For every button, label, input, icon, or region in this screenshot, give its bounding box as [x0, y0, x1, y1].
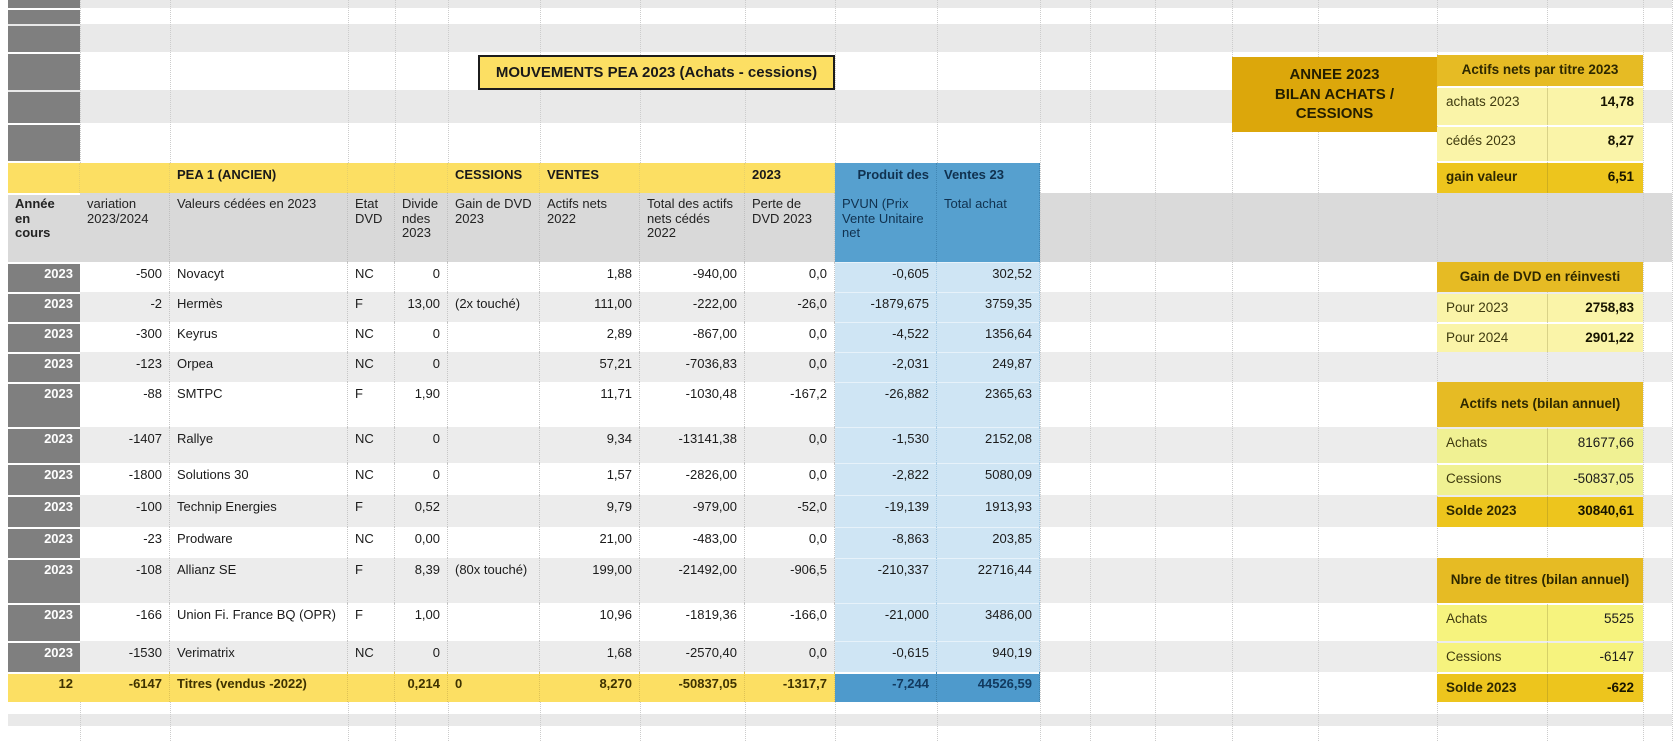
cell-valeur[interactable]: Novacyt [170, 262, 348, 292]
cell-annee[interactable]: 2023 [8, 427, 80, 463]
actifs-par-titre-title[interactable]: Actifs nets par titre 2023 [1437, 55, 1643, 86]
cell-perte[interactable]: 0,0 [745, 352, 835, 382]
cell-variation[interactable]: -500 [80, 262, 170, 292]
column-header-row [8, 193, 1040, 262]
gridline-v [1643, 0, 1644, 741]
cell-total_achat[interactable]: 3759,35 [937, 292, 1040, 322]
cell-band-2023[interactable]: 2023 [745, 163, 835, 193]
cell-actifs[interactable]: 2,89 [540, 322, 640, 352]
cell-actifs[interactable]: 21,00 [540, 527, 640, 558]
cell-gain[interactable] [448, 262, 540, 292]
cell-annee[interactable]: 2023 [8, 603, 80, 641]
data-row [8, 558, 1040, 603]
cell-gain[interactable]: (2x touché) [448, 292, 540, 322]
cell-pvun[interactable]: -19,139 [835, 495, 937, 527]
gain-valeur-row[interactable] [1437, 163, 1643, 193]
cell-pvun[interactable]: -0,615 [835, 641, 937, 672]
row-label: achats 2023 [1446, 94, 1520, 109]
cell-gain[interactable] [448, 641, 540, 672]
cell-valeur[interactable]: Technip Energies [170, 495, 348, 527]
cell-etat[interactable]: NC [348, 352, 395, 382]
cell-total_achat[interactable]: 940,19 [937, 641, 1040, 672]
cell-total_achat[interactable]: 2365,63 [937, 382, 1040, 427]
cell-actifs[interactable]: 199,00 [540, 558, 640, 603]
header-perte-dvd[interactable]: Perte de DVD 2023 [745, 193, 835, 262]
cell-actifs[interactable]: 1,68 [540, 641, 640, 672]
cell-band-pea[interactable]: PEA 1 (ANCIEN) [170, 163, 348, 193]
cell-actifs[interactable]: 111,00 [540, 292, 640, 322]
annee-box-line: BILAN ACHATS / [1274, 85, 1395, 103]
cell-gain[interactable] [448, 352, 540, 382]
cell-total_cedes[interactable]: -13141,38 [640, 427, 745, 463]
row-value: -622 [1547, 674, 1643, 702]
row-value: 5525 [1547, 605, 1643, 641]
row-value: 2758,83 [1547, 294, 1643, 322]
cell-perte[interactable]: -167,2 [745, 382, 835, 427]
actifs-bilan-title[interactable]: Actifs nets (bilan annuel) [1437, 382, 1643, 427]
cell-dividendes[interactable]: 0,52 [395, 495, 448, 527]
header-total-actifs[interactable]: Total des actifs nets cédés 2022 [640, 193, 745, 262]
cell-etat[interactable]: F [348, 292, 395, 322]
header-actifs-nets[interactable]: Actifs nets 2022 [540, 193, 640, 262]
row-header-cell[interactable] [8, 125, 80, 161]
cell-variation[interactable]: -23 [80, 527, 170, 558]
row-stripe [8, 24, 1672, 52]
nbre-titres-title[interactable]: Nbre de titres (bilan annuel) [1437, 558, 1643, 603]
gridline-v [1040, 0, 1041, 741]
cell-valeur[interactable]: Solutions 30 [170, 463, 348, 495]
cell-dividendes[interactable]: 1,00 [395, 603, 448, 641]
cell-total_cedes[interactable]: -50837,05 [640, 672, 745, 702]
cell-dividendes[interactable]: 1,90 [395, 382, 448, 427]
cell-gain[interactable] [448, 382, 540, 427]
cell-total_cedes[interactable]: -1030,48 [640, 382, 745, 427]
sheet-title-box[interactable] [478, 55, 835, 90]
header-gain-dvd[interactable]: Gain de DVD 2023 [448, 193, 540, 262]
cell-actifs[interactable]: 10,96 [540, 603, 640, 641]
main-table-body [8, 262, 1040, 702]
row-value: 81677,66 [1547, 429, 1643, 463]
cell-variation[interactable]: -1800 [80, 463, 170, 495]
cell-total_cedes[interactable]: -222,00 [640, 292, 745, 322]
cell-total_cedes[interactable]: -867,00 [640, 322, 745, 352]
actifs-bilan-row[interactable] [1437, 429, 1643, 463]
cell-gain[interactable] [448, 495, 540, 527]
gain-dvd-row[interactable] [1437, 324, 1643, 352]
cell-dividendes[interactable]: 0 [395, 322, 448, 352]
cell-valeur[interactable]: Orpea [170, 352, 348, 382]
cell-valeur[interactable]: Keyrus [170, 322, 348, 352]
row-stripe [8, 0, 1672, 8]
cell-perte[interactable]: -52,0 [745, 495, 835, 527]
solde-2023-row[interactable] [1437, 674, 1643, 702]
cell-total_achat[interactable]: 3486,00 [937, 603, 1040, 641]
cell-perte[interactable]: 0,0 [745, 322, 835, 352]
cell-valeur[interactable]: Titres (vendus -2022) [170, 672, 348, 702]
cell-etat[interactable]: F [348, 382, 395, 427]
row-value: 8,27 [1547, 127, 1643, 161]
header-dividendes[interactable]: Dividendes 2023 [395, 193, 448, 262]
cell-valeur[interactable]: SMTPC [170, 382, 348, 427]
cell-pvun[interactable]: -0,605 [835, 262, 937, 292]
cell-perte[interactable]: -26,0 [745, 292, 835, 322]
cell-annee[interactable]: 12 [8, 672, 80, 702]
cell-pvun[interactable]: -8,863 [835, 527, 937, 558]
cell-etat[interactable]: NC [348, 527, 395, 558]
annee-box-line: ANNEE 2023 [1289, 66, 1380, 84]
cell-variation[interactable]: -6147 [80, 672, 170, 702]
cell-gain[interactable] [448, 603, 540, 641]
cell-annee[interactable]: 2023 [8, 641, 80, 672]
cell-total_cedes[interactable]: -940,00 [640, 262, 745, 292]
data-row [8, 463, 1040, 495]
cell-pvun[interactable]: -21,000 [835, 603, 937, 641]
cell-actifs[interactable]: 1,88 [540, 262, 640, 292]
cell-perte[interactable]: 0,0 [745, 527, 835, 558]
cell-variation[interactable]: -88 [80, 382, 170, 427]
cell-total_achat[interactable]: 1356,64 [937, 322, 1040, 352]
cell-valeur[interactable]: Union Fi. France BQ (OPR) [170, 603, 348, 641]
solde-2023-row[interactable] [1437, 497, 1643, 527]
data-row [8, 322, 1040, 352]
cell-annee[interactable]: 2023 [8, 463, 80, 495]
cell-gain[interactable] [448, 463, 540, 495]
cell-total_achat[interactable]: 2152,08 [937, 427, 1040, 463]
cell-etat[interactable]: NC [348, 427, 395, 463]
cell-variation[interactable]: -1407 [80, 427, 170, 463]
cell-valeur[interactable]: Allianz SE [170, 558, 348, 603]
cell-annee[interactable]: 2023 [8, 352, 80, 382]
cell-etat[interactable]: NC [348, 322, 395, 352]
cell-pvun[interactable]: -210,337 [835, 558, 937, 603]
cell-etat[interactable]: F [348, 603, 395, 641]
cell-variation[interactable]: -1530 [80, 641, 170, 672]
band-row [8, 163, 1040, 193]
cell-pvun[interactable]: -2,822 [835, 463, 937, 495]
actifs-par-titre-row[interactable] [1437, 127, 1643, 161]
cell-variation[interactable]: -108 [80, 558, 170, 603]
cell-total_achat[interactable]: 203,85 [937, 527, 1040, 558]
cell-etat[interactable]: F [348, 495, 395, 527]
cell-band-produit[interactable]: Produit des [835, 163, 937, 193]
annee-box-line: CESSIONS [1295, 105, 1374, 123]
cell-total_cedes[interactable]: -2570,40 [640, 641, 745, 672]
header-annee[interactable]: Année en cours [8, 193, 80, 262]
cell-dividendes[interactable]: 0,00 [395, 527, 448, 558]
cell-valeur[interactable]: Prodware [170, 527, 348, 558]
row-stripe [8, 714, 1672, 726]
cell-band-b[interactable] [80, 163, 170, 193]
data-row [8, 527, 1040, 558]
row-header-cell[interactable] [8, 0, 80, 8]
cell-pvun[interactable]: -26,882 [835, 382, 937, 427]
cell-dividendes[interactable]: 0 [395, 463, 448, 495]
row-header-cell[interactable] [8, 92, 80, 123]
header-variation[interactable]: variation 2023/2024 [80, 193, 170, 262]
gridline-v [1672, 0, 1673, 741]
data-row [8, 262, 1040, 292]
gain-dvd-row[interactable] [1437, 294, 1643, 322]
cell-gain[interactable] [448, 527, 540, 558]
row-label: Achats [1446, 611, 1488, 626]
cell-gain[interactable] [448, 322, 540, 352]
cell-actifs[interactable]: 9,34 [540, 427, 640, 463]
header-valeurs[interactable]: Valeurs cédées en 2023 [170, 193, 348, 262]
cell-perte[interactable]: 0,0 [745, 262, 835, 292]
cell-dividendes[interactable]: 0 [395, 641, 448, 672]
cell-pvun[interactable]: -1,530 [835, 427, 937, 463]
cell-total_cedes[interactable]: -1819,36 [640, 603, 745, 641]
header-pvun[interactable]: PVUN (Prix Vente Unitaire net [835, 193, 937, 262]
cell-pvun[interactable]: -4,522 [835, 322, 937, 352]
data-row [8, 603, 1040, 641]
cell-total_cedes[interactable]: -2826,00 [640, 463, 745, 495]
cell-variation[interactable]: -166 [80, 603, 170, 641]
cell-band-ventes[interactable]: VENTES [540, 163, 640, 193]
header-etat[interactable]: Etat DVD [348, 193, 395, 262]
cell-etat[interactable]: NC [348, 641, 395, 672]
cell-pvun[interactable]: -2,031 [835, 352, 937, 382]
cell-variation[interactable]: -123 [80, 352, 170, 382]
cell-total_achat[interactable]: 1913,93 [937, 495, 1040, 527]
cell-actifs[interactable]: 11,71 [540, 382, 640, 427]
actifs-bilan-row[interactable] [1437, 465, 1643, 495]
row-value: 2901,22 [1547, 324, 1643, 352]
data-row [8, 495, 1040, 527]
row-value: 14,78 [1547, 88, 1643, 125]
row-value: -50837,05 [1547, 465, 1643, 495]
row-label: Achats [1446, 435, 1488, 450]
cell-band-ventes23[interactable]: Ventes 23 [937, 163, 1040, 193]
cell-etat[interactable]: NC [348, 463, 395, 495]
row-label: Pour 2023 [1446, 300, 1509, 315]
cell-total_achat[interactable]: 249,87 [937, 352, 1040, 382]
cell-dividendes[interactable]: 0 [395, 427, 448, 463]
row-value: -6147 [1547, 643, 1643, 672]
row-label: Solde 2023 [1446, 680, 1517, 695]
cell-total_cedes[interactable]: -7036,83 [640, 352, 745, 382]
row-header-cell[interactable] [8, 10, 80, 24]
row-label: Pour 2024 [1446, 330, 1509, 345]
cell-band-cessions[interactable]: CESSIONS [448, 163, 540, 193]
sheet-title: MOUVEMENTS PEA 2023 (Achats - cessions) [495, 64, 818, 81]
cell-dividendes[interactable]: 0 [395, 352, 448, 382]
cell-band-h[interactable] [640, 163, 745, 193]
total-row [8, 672, 1040, 702]
cell-annee[interactable]: 2023 [8, 322, 80, 352]
cell-total_achat[interactable]: 302,52 [937, 262, 1040, 292]
data-row [8, 352, 1040, 382]
gridline-v [1090, 0, 1091, 741]
cell-actifs[interactable]: 8,270 [540, 672, 640, 702]
cell-dividendes[interactable]: 13,00 [395, 292, 448, 322]
row-label: cédés 2023 [1446, 133, 1516, 148]
gridline-v [1155, 0, 1156, 741]
cell-total_achat[interactable]: 44526,59 [937, 672, 1040, 702]
cell-actifs[interactable]: 57,21 [540, 352, 640, 382]
cell-perte[interactable]: 0,0 [745, 641, 835, 672]
cell-band-a[interactable] [8, 163, 80, 193]
cell-annee[interactable]: 2023 [8, 558, 80, 603]
data-row [8, 427, 1040, 463]
cell-variation[interactable]: -300 [80, 322, 170, 352]
cell-gain[interactable]: (80x touché) [448, 558, 540, 603]
nbre-titres-row[interactable] [1437, 605, 1643, 641]
data-row [8, 382, 1040, 427]
cell-total_cedes[interactable]: -483,00 [640, 527, 745, 558]
cell-dividendes[interactable]: 0 [395, 262, 448, 292]
data-row [8, 292, 1040, 322]
row-header-cell[interactable] [8, 54, 80, 90]
cell-variation[interactable]: -100 [80, 495, 170, 527]
cell-annee[interactable]: 2023 [8, 262, 80, 292]
cell-annee[interactable]: 2023 [8, 292, 80, 322]
main-table [8, 163, 1040, 702]
row-label: gain valeur [1446, 169, 1518, 184]
cell-pvun[interactable]: -1879,675 [835, 292, 937, 322]
nbre-titres-row[interactable] [1437, 643, 1643, 672]
cell-gain[interactable]: 0 [448, 672, 540, 702]
row-label: Solde 2023 [1446, 503, 1517, 518]
cell-valeur[interactable]: Rallye [170, 427, 348, 463]
cell-annee[interactable]: 2023 [8, 527, 80, 558]
cell-pvun[interactable]: -7,244 [835, 672, 937, 702]
cell-actifs[interactable]: 1,57 [540, 463, 640, 495]
cell-dividendes[interactable]: 8,39 [395, 558, 448, 603]
cell-band-e[interactable] [395, 163, 448, 193]
cell-gain[interactable] [448, 427, 540, 463]
cell-actifs[interactable]: 9,79 [540, 495, 640, 527]
cell-total_cedes[interactable]: -21492,00 [640, 558, 745, 603]
cell-valeur[interactable]: Verimatrix [170, 641, 348, 672]
annee-bilan-box[interactable] [1232, 57, 1437, 132]
cell-dividendes[interactable]: 0,214 [395, 672, 448, 702]
row-value: 30840,61 [1547, 497, 1643, 527]
cell-etat[interactable]: NC [348, 262, 395, 292]
row-label: Cessions [1446, 471, 1502, 486]
cell-total_cedes[interactable]: -979,00 [640, 495, 745, 527]
data-row [8, 641, 1040, 672]
cell-perte[interactable]: -166,0 [745, 603, 835, 641]
actifs-par-titre-row[interactable] [1437, 88, 1643, 125]
header-total-achat[interactable]: Total achat [937, 193, 1040, 262]
cell-etat[interactable] [348, 672, 395, 702]
row-value: 6,51 [1547, 163, 1643, 193]
cell-total_achat[interactable]: 5080,09 [937, 463, 1040, 495]
cell-valeur[interactable]: Hermès [170, 292, 348, 322]
row-header-cell[interactable] [8, 26, 80, 52]
cell-band-d[interactable] [348, 163, 395, 193]
cell-perte[interactable]: 0,0 [745, 463, 835, 495]
gain-dvd-title[interactable]: Gain de DVD en réinvesti [1437, 262, 1643, 292]
cell-annee[interactable]: 2023 [8, 495, 80, 527]
row-label: Cessions [1446, 649, 1502, 664]
cell-total_achat[interactable]: 22716,44 [937, 558, 1040, 603]
cell-perte[interactable]: -906,5 [745, 558, 835, 603]
cell-etat[interactable]: F [348, 558, 395, 603]
cell-variation[interactable]: -2 [80, 292, 170, 322]
cell-perte[interactable]: -1317,7 [745, 672, 835, 702]
cell-perte[interactable]: 0,0 [745, 427, 835, 463]
cell-annee[interactable]: 2023 [8, 382, 80, 427]
